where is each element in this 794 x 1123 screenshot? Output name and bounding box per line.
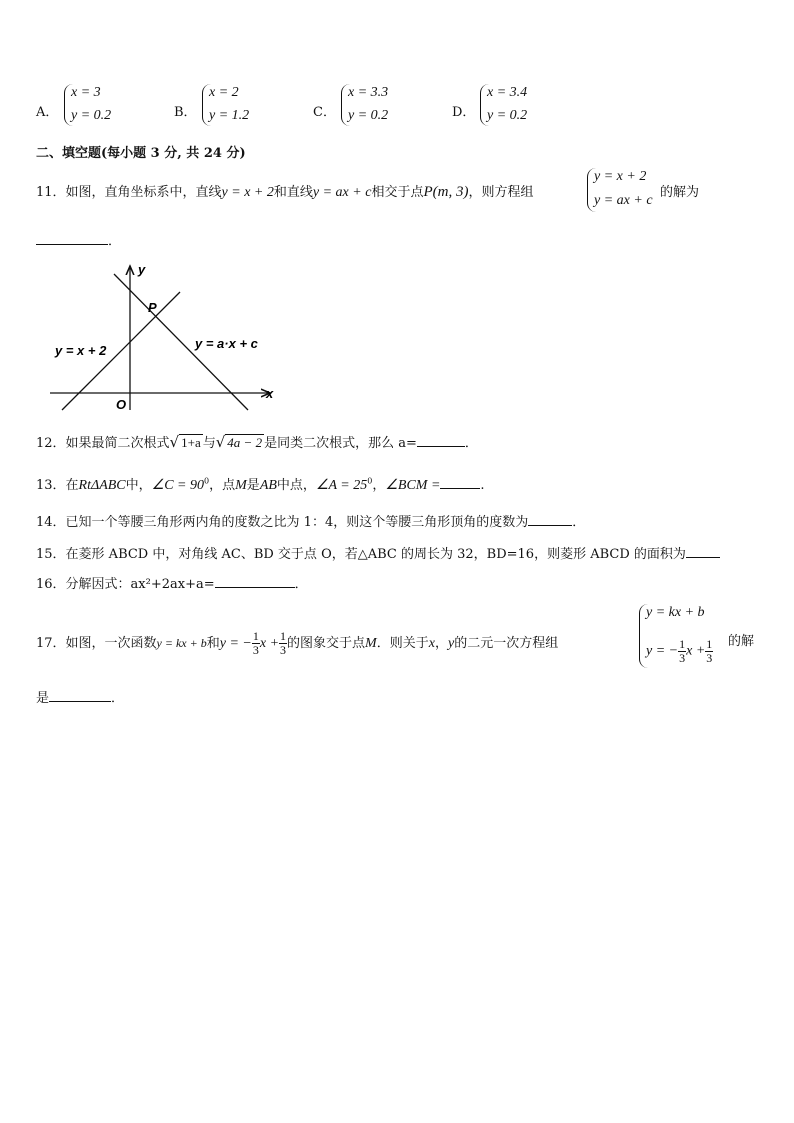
q11-text: 11．如图，直角坐标系中，直线 xyxy=(36,185,222,200)
q12-text2: 与 xyxy=(202,436,216,451)
q12-radical-1: 1+a xyxy=(181,435,201,450)
option-a-system: x = 3 y = 0.2 xyxy=(64,84,125,126)
q17-frac-2: $\frac{1}{3}$ xyxy=(280,629,287,657)
line1-label: y = x + 2 xyxy=(55,343,107,358)
q11-point: P(m, 3) xyxy=(423,184,469,200)
q17-text6: 的解 xyxy=(728,634,755,649)
q17-eq1: y = kx + b xyxy=(156,636,207,650)
q11-text4: ，则方程组 xyxy=(468,185,534,200)
q11-answer-line: ． xyxy=(36,230,121,249)
q13-angle-bcm: ∠BCM = xyxy=(385,478,441,493)
q13-triangle: RtΔABC xyxy=(78,478,126,493)
q11-eq1: y = x + 2 xyxy=(221,185,274,200)
y-axis-label: y xyxy=(138,262,146,277)
q11-eq2: y = ax + c xyxy=(312,185,372,200)
option-c-letter: C． xyxy=(313,105,336,120)
option-b-letter: B． xyxy=(174,105,197,120)
option-d-letter: D． xyxy=(452,105,476,120)
q13-angle-c: ∠C = 90 xyxy=(151,478,205,493)
option-d-system: x = 3.4 y = 0.2 xyxy=(480,84,541,126)
q15-blank[interactable] xyxy=(686,545,720,558)
q14-blank[interactable] xyxy=(528,513,572,526)
point-p-label: P xyxy=(148,300,157,315)
q11-text5: 的解为 xyxy=(660,185,700,200)
q16-blank[interactable] xyxy=(215,575,295,588)
question-11 xyxy=(36,181,533,201)
question-17: 17．如图，一次函数y = kx + b和y = − $\frac{1}{3}$ x + $\frac{1}{3}$ 的图象交于点M．则关于x，y的二元一次方程组 xyxy=(36,629,559,657)
q13-blank[interactable] xyxy=(440,476,480,489)
q17-system: y = kx + b y = − $\frac{1}{3}$ x + $\frac{1}{3}$ xyxy=(639,604,730,668)
q17-blank[interactable] xyxy=(49,689,111,702)
question-15 xyxy=(36,543,720,562)
q11-figure xyxy=(50,258,286,416)
q12-radical-2: 4a − 2 xyxy=(227,435,263,450)
x-axis-label: x xyxy=(266,386,274,401)
question-12: 12．如果最简二次根式√ 1+a 与√ 4a − 2 是同类二次根式，那么 a= ． xyxy=(36,433,478,451)
origin-label: O xyxy=(116,397,127,412)
option-a-letter: A． xyxy=(36,105,59,120)
section-title: 二、填空题(每小题 3 分, 共 24 分) xyxy=(36,146,246,161)
q11-system: y = x + 2 y = ax + c xyxy=(587,168,658,212)
question-14: 14．已知一个等腰三角形两内角的度数之比为 1：4，则这个等腰三角形顶角的度数为 ． xyxy=(36,515,586,530)
question-13: 13．在RtΔABC中，∠C = $90^0$，点M是AB中点，∠A = $25^0$，∠BCM = . xyxy=(36,476,485,493)
q12-text: 12．如果最简二次根式 xyxy=(36,436,170,451)
q11-blank[interactable] xyxy=(36,232,108,245)
option-c-system: x = 3.3 y = 0.2 xyxy=(341,84,402,126)
q11-text3: 相交于点 xyxy=(371,185,424,200)
q12-text3: 是同类二次根式，那么 a= xyxy=(264,436,417,451)
q17-text: 17．如图，一次函数 xyxy=(36,636,157,651)
option-b-system: x = 2 y = 1.2 xyxy=(202,84,263,126)
q12-blank[interactable] xyxy=(417,434,465,447)
q14-text: 14．已知一个等腰三角形两内角的度数之比为 1：4，则这个等腰三角形顶角的度数为 xyxy=(36,515,529,530)
q15-text: 15．在菱形 ABCD 中，对角线 AC、BD 交于点 O，若△ABC 的周长为 32，BD=16，则菱形 ABCD 的面积为 xyxy=(36,547,686,562)
q17-frac-1: $\frac{1}{3}$ xyxy=(252,629,259,657)
line2-label: y = a·x + c xyxy=(195,336,258,351)
q17-answer-line: 是 ． xyxy=(36,691,125,706)
q13-text: 13．在 xyxy=(36,478,79,493)
q13-angle-a: ∠A = 25 xyxy=(315,478,368,493)
question-16: 16．分解因式：ax²+2ax+a= ． xyxy=(36,577,308,592)
q16-text: 16．分解因式：ax²+2ax+a= xyxy=(36,577,215,592)
q11-text2: 和直线 xyxy=(273,185,313,200)
